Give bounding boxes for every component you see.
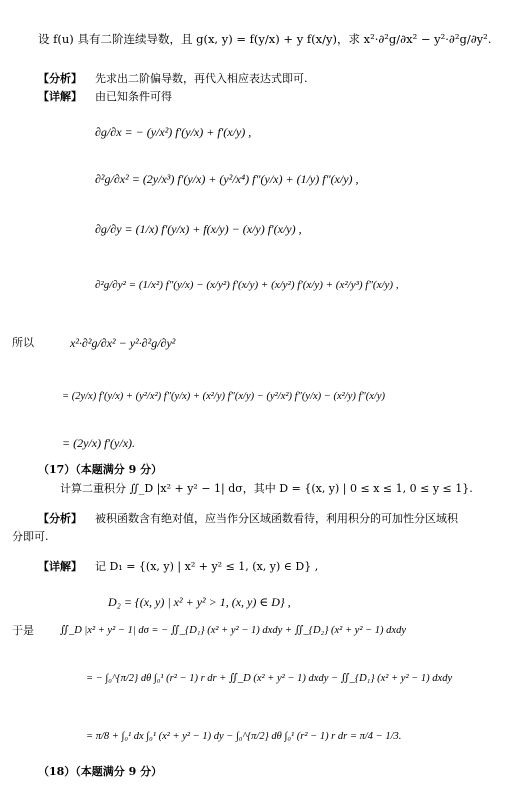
problem-17-statement: 计算二重积分 ∬_D |x² + y² − 1| dσ，其中 D = {(x, y) | 0 ≤ x ≤ 1, 0 ≤ y ≤ 1}. bbox=[60, 482, 473, 495]
problem-17-heading: （17）（本题满分 9 分） bbox=[38, 463, 163, 476]
therefore-label: 所以 bbox=[12, 336, 34, 349]
integral-final: = π/8 + ∫₀¹ dx ∫₀¹ (x² + y² − 1) dy − ∫₀^{π/2} dθ ∫₀¹ (r² − 1) r dr = π/4 − 1/3. bbox=[86, 731, 402, 742]
formula-dg-dy: ∂g/∂y = (1/x) f′(y/x) + f(x/y) − (x/y) f′(x/y) , bbox=[95, 222, 302, 236]
analysis-text-17: 被积函数含有绝对值，应当作分区域函数看待，利用积分的可加性分区域积 bbox=[95, 512, 458, 525]
solution-tag: 【详解】 bbox=[38, 90, 82, 103]
analysis-tag: 【分析】 bbox=[38, 72, 82, 85]
analysis-tag-17: 【分析】 bbox=[38, 512, 82, 525]
integral-polar: = − ∫₀^{π/2} dθ ∫₀¹ (r² − 1) r dr + ∬_D (x² + y² − 1) dxdy − ∬_{D₁} (x² + y² − 1) dxdy bbox=[86, 673, 453, 684]
formula-d2g-dy2: ∂²g/∂y² = (1/x²) f″(y/x) − (x/y²) f′(x/y) + (x/y²) f′(x/y) + (x²/y³) f″(x/y) , bbox=[95, 279, 399, 291]
formula-combination: x²·∂²g/∂x² − y²·∂²g/∂y² bbox=[70, 336, 176, 350]
problem-18-heading: （18）（本题满分 9 分） bbox=[38, 765, 163, 778]
define-d2: D₂ = {(x, y) | x² + y² > 1, (x, y) ∈ D} , bbox=[108, 595, 291, 609]
formula-expanded: = (2y/x) f′(y/x) + (y²/x²) f″(y/x) + (x²/y) f″(x/y) − (y²/x²) f″(y/x) − (x²/y) f″(x/y) bbox=[62, 391, 386, 402]
solution-tag-17: 【详解】 bbox=[38, 560, 82, 573]
define-d1: 记 D₁ = {(x, y) | x² + y² ≤ 1, (x, y) ∈ D} , bbox=[95, 560, 319, 573]
hence-label: 于是 bbox=[12, 624, 34, 637]
analysis-text-17-cont: 分即可. bbox=[12, 530, 49, 543]
formula-d2g-dx2: ∂²g/∂x² = (2y/x³) f′(y/x) + (y²/x⁴) f″(y/x) + (1/y) f″(x/y) , bbox=[95, 172, 359, 186]
problem-statement: 设 f(u) 具有二阶连续导数，且 g(x, y) = f(y/x) + y f(x/y)，求 x²·∂²g/∂x² − y²·∂²g/∂y². bbox=[38, 32, 492, 46]
formula-result: = (2y/x) f′(y/x). bbox=[62, 436, 136, 450]
formula-dg-dx: ∂g/∂x = − (y/x²) f′(y/x) + f′(x/y) , bbox=[95, 125, 252, 139]
integral-split: ∬_D |x² + y² − 1| dσ = − ∬_{D₁} (x² + y² − 1) dxdy + ∬_{D₂} (x² + y² − 1) dxdy bbox=[60, 625, 406, 636]
solution-intro: 由已知条件可得 bbox=[95, 90, 172, 103]
analysis-text: 先求出二阶偏导数，再代入相应表达式即可. bbox=[95, 72, 308, 85]
